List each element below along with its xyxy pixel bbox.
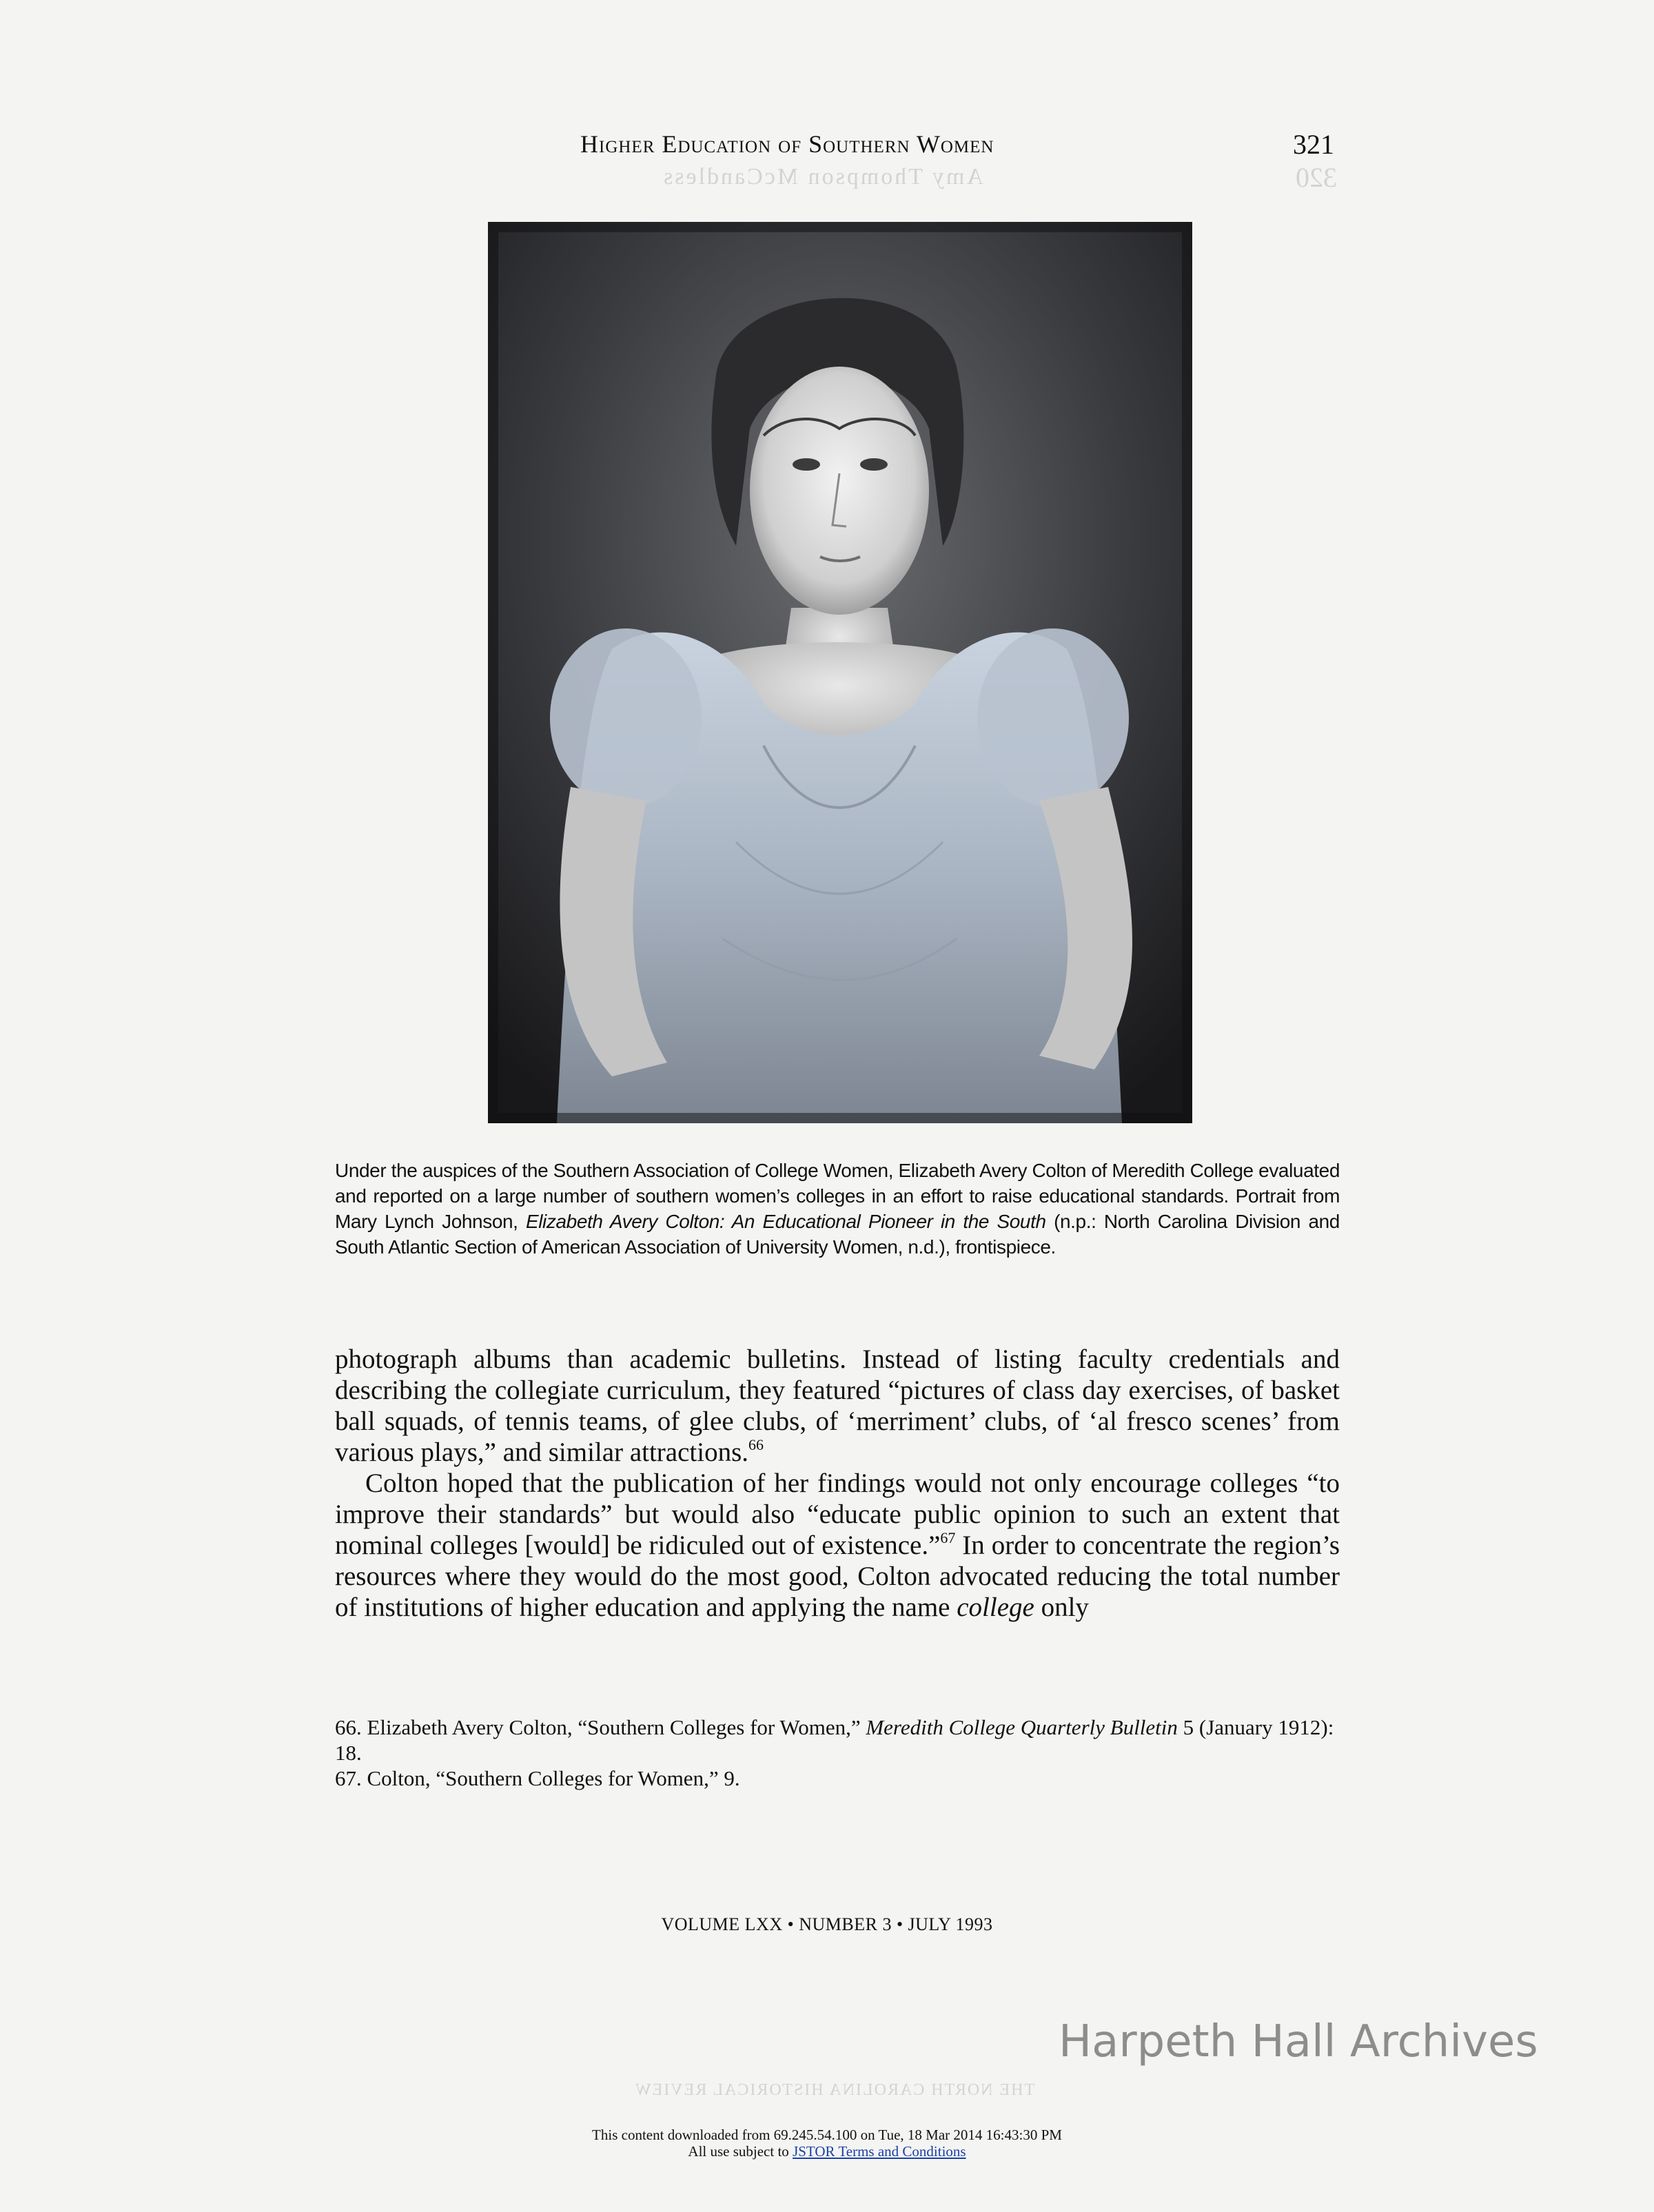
caption-tail: (n.p.: North Carolina Division and South Atlantic Section of American Association of University Women, n.d.), frontispiece. [335,1211,1340,1258]
note-ref-67: 67 [940,1529,956,1546]
ghost-folio: 320 [1296,162,1337,193]
running-head: Higher Education of Southern Women [580,130,994,158]
footnote-67: 67. Colton, “Southern Colleges for Women,” 9. [335,1766,740,1790]
archive-watermark: Harpeth Hall Archives [1059,2016,1538,2067]
paragraph-2-text-a: Colton hoped that the publication of her findings would not only encourage colleges “to improve their standards” but would also “educate public opinion to such an extent that nominal colleges [would] be ridiculed out of existence.” [335,1468,1340,1560]
jstor-terms-prefix: All use subject to [688,2143,793,2160]
jstor-terms-line [0,2143,1654,2160]
footnotes [335,1714,1340,1791]
jstor-notice [0,2127,1654,2160]
paragraph-1-text: photograph albums than academic bulletins. Instead of listing faculty credentials and describing the collegiate curriculum, they featured “pictures of class day exercises, of basket ball squads, of tennis teams, of glee clubs, of ‘merriment’ clubs, of ‘al fresco scenes’ from various plays,” and similar attractions. [335,1344,1340,1467]
footnote-66 [335,1714,1340,1765]
jstor-download-line: This content downloaded from 69.245.54.100 on Tue, 18 Mar 2014 16:43:30 PM [592,2127,1062,2143]
paragraph-2-italic: college [957,1593,1034,1622]
caption-book-title: Elizabeth Avery Colton: An Educational Pioneer in the South [525,1211,1046,1232]
paragraph-2-text-b: In order to concentrate the region’s resources where they would do the most good, Colton advocated reducing the total number of institutions of higher education and applying the name [335,1530,1340,1622]
figure-caption [335,1158,1340,1260]
note-ref-66: 66 [748,1436,764,1453]
ghost-footer: THE NORTH CAROLINA HISTORICAL REVIEW [634,2081,1035,2099]
body-text [335,1344,1340,1623]
paragraph-2 [335,1468,1340,1623]
caption-lead: Under the auspices of the Southern Association of College Women, Elizabeth Avery Colton of Meredith College evaluated and reported on a large number of southern women’s colleges in an effort to raise educational standards. Portrait from Mary Lynch Johnson, [335,1160,1340,1232]
portrait-photograph [488,222,1192,1123]
issue-line: VOLUME LXX • NUMBER 3 • JULY 1993 [661,1914,993,1934]
footnote-66-b: 5 (January 1912): 18. [335,1715,1334,1765]
footnote-66-a: 66. Elizabeth Avery Colton, “Southern Colleges for Women,” [335,1715,866,1739]
paragraph-1 [335,1344,1340,1468]
page-number: 321 [1293,129,1334,160]
paragraph-2-text-c: only [1034,1593,1089,1622]
jstor-terms-link[interactable]: JSTOR Terms and Conditions [793,2143,966,2160]
footnote-66-journal: Meredith College Quarterly Bulletin [866,1715,1178,1739]
ghost-running-head: Amy Thompson McCandless [662,164,983,190]
